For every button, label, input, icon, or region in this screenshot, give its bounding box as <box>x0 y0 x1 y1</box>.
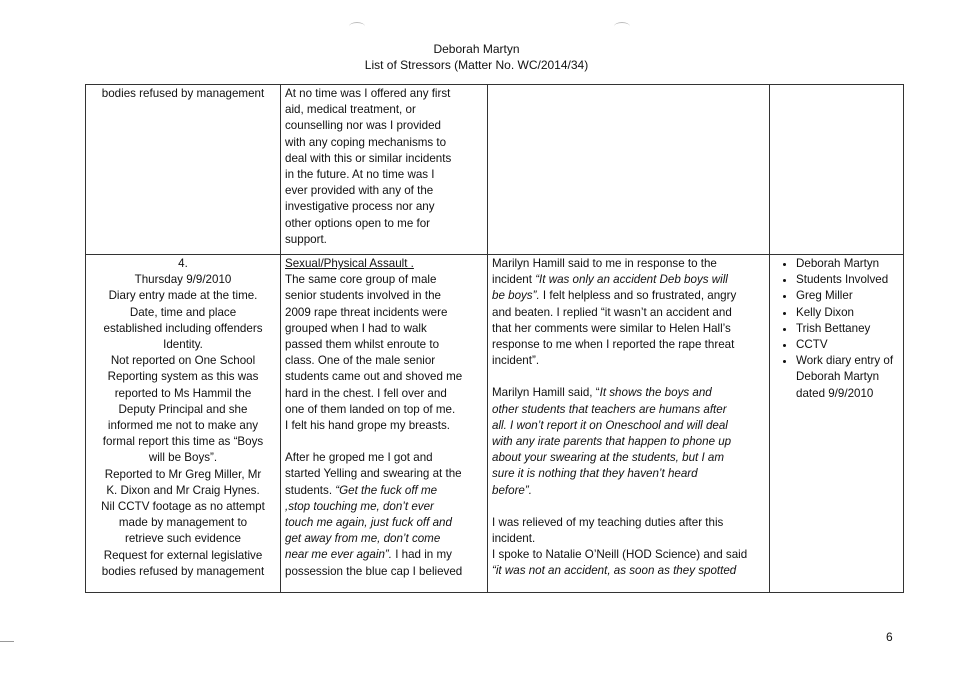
text-line: K. Dixon and Mr Craig Hynes. <box>106 483 260 497</box>
text-line: I felt helpless and so frustrated, angry <box>539 289 737 303</box>
text-line: After he groped me I got and <box>285 451 433 465</box>
quote-line: with any irate parents that happen to phone up <box>492 435 732 449</box>
text-line: informed me not to make any <box>107 419 259 433</box>
list-item: • Deborah Martyn <box>796 256 899 272</box>
text-line: will be Boys”. <box>148 451 218 465</box>
table-row-4 <box>86 255 904 593</box>
text-line: Marilyn Hamill said to me in response to the <box>492 257 717 270</box>
list-item: • Greg Miller <box>796 288 899 304</box>
text-line: deal with this or similar incidents <box>285 151 452 165</box>
text-line: incident”. <box>492 354 540 368</box>
text-line: Marilyn Hamill said, “ <box>492 386 600 400</box>
text-line: other options open to me for <box>285 216 431 230</box>
document-title: List of Stressors (Matter No. WC/2014/34) <box>364 58 589 72</box>
text-line: students came out and shoved me <box>285 370 463 384</box>
cell-details-continued <box>86 85 281 255</box>
quote-line: ,stop touching me, don’t ever <box>285 499 434 513</box>
text-line: response to me when I reported the rape threat <box>492 338 735 352</box>
text-line: Diary entry made at the time. <box>108 289 258 303</box>
list-item: • Trish Bettaney <box>796 321 899 337</box>
text-line: and beaten. I replied “it wasn’t an accident and <box>492 305 732 319</box>
quote-line: “Get the fuck off me <box>335 483 438 497</box>
table-row-continued <box>86 85 904 255</box>
text-line: investigative process nor any <box>285 200 435 214</box>
cell-description-continued <box>281 85 488 255</box>
text-line: incident. <box>492 532 536 546</box>
quote-line: other students that teachers are humans after <box>492 402 727 416</box>
text-line: in the future. At no time was I <box>285 168 435 182</box>
text-line: started Yelling and swearing at the <box>285 467 462 481</box>
punch-hole-left <box>349 22 365 31</box>
text-line: retrieve such evidence <box>125 532 241 546</box>
text-line: Identity. <box>163 338 203 352</box>
text-line: Deputy Principal and she <box>118 402 248 416</box>
text-line: At no time was I offered any first <box>285 87 451 100</box>
text-line: class. One of the male senior <box>285 354 436 368</box>
cell-description <box>281 255 488 593</box>
list-item: • CCTV <box>796 337 899 353</box>
list-item: • Work diary entry of Deborah Martyn dated 9/9/2010 <box>796 353 899 402</box>
text-line: hard in the chest. I fell over and <box>285 386 447 400</box>
cell-response <box>488 255 770 593</box>
text-line: possession the blue cap I believed <box>285 564 463 578</box>
list-item: • Kelly Dixon <box>796 305 899 321</box>
quote-line: “it was not an accident, as soon as they spotted <box>492 564 737 578</box>
text-line: students. <box>285 483 336 497</box>
text-line: with any coping mechanisms to <box>285 135 447 149</box>
witness-list <box>774 256 899 402</box>
incident-heading: Sexual/Physical Assault . <box>285 257 414 270</box>
text-line: I was relieved of my teaching duties after this <box>492 515 724 529</box>
text-line: one of them landed on top of me. <box>285 402 456 416</box>
text-line: Reported to Mr Greg Miller, Mr <box>104 467 262 481</box>
text-line: formal report this time as “Boys <box>102 435 264 449</box>
cell-witnesses <box>770 255 904 593</box>
text-line: senior students involved in the <box>285 289 441 303</box>
text-line: Date, time and place <box>129 305 237 319</box>
text-line: that her comments were similar to Helen Hall’s <box>492 321 731 335</box>
punch-hole-right <box>614 22 630 31</box>
text-line: Thursday 9/9/2010 <box>134 273 232 287</box>
text-line: The same core group of male <box>285 273 437 287</box>
quote-line: “It was only an accident Deb boys will <box>535 273 728 287</box>
quote-line: be boys”. <box>492 289 540 303</box>
text-line: 2009 rape threat incidents were <box>285 305 448 319</box>
list-item: • Students Involved <box>796 272 899 288</box>
margin-mark <box>0 641 14 642</box>
text-line: support. <box>285 232 327 246</box>
cell-witnesses-continued <box>770 85 904 255</box>
text-line: made by management to <box>118 516 248 530</box>
stressors-table <box>85 84 904 593</box>
quote-line: sure it is nothing that they haven’t heard <box>492 467 698 481</box>
text-line: passed them whilst enroute to <box>285 338 440 352</box>
text-line: grouped when I had to walk <box>285 321 427 335</box>
text-line: established including offenders <box>103 321 263 335</box>
quote-line: get away from me, don’t come <box>285 532 441 546</box>
text-line: bodies refused by management <box>101 564 265 578</box>
document-author: Deborah Martyn <box>433 42 520 56</box>
quote-line: about your swearing at the students, but I am <box>492 451 725 465</box>
text-line: Nil CCTV footage as no attempt <box>101 500 265 514</box>
text-line: reported to Ms Hammil the <box>114 386 252 400</box>
text-line: bodies refused by management <box>101 87 265 100</box>
text-line: 4. <box>178 257 188 270</box>
page-number: 6 <box>886 630 893 644</box>
cell-response-continued <box>488 85 770 255</box>
text-line: Request for external legislative <box>103 548 263 562</box>
quote-line: It shows the boys and <box>599 386 712 400</box>
text-line: Reporting system as this was <box>107 370 259 384</box>
text-line: I felt his hand grope my breasts. <box>285 419 450 433</box>
quote-line: before”. <box>492 483 532 497</box>
text-line: aid, medical treatment, or <box>285 103 416 117</box>
quote-line: touch me again, just fuck off and <box>285 516 452 530</box>
quote-line: near me ever again”. <box>285 548 392 562</box>
cell-details <box>86 255 281 593</box>
text-line: incident <box>492 273 536 287</box>
text-line: counselling nor was I provided <box>285 119 441 133</box>
quote-line: all. I won’t report it on Oneschool and will deal <box>492 418 728 432</box>
text-line: ever provided with any of the <box>285 184 434 198</box>
text-line: Not reported on One School <box>110 354 256 368</box>
text-line: I spoke to Natalie O’Neill (HOD Science) and said <box>492 548 748 562</box>
text-line: I had in my <box>391 548 452 562</box>
